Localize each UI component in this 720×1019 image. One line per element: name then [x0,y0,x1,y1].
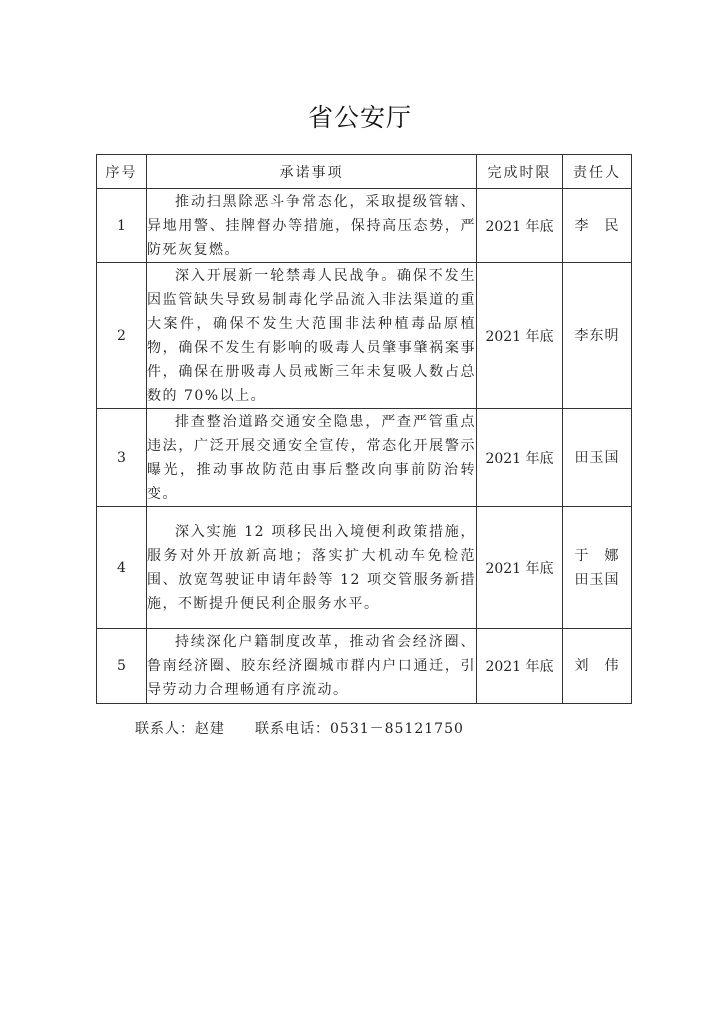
resp-name: 李 民 [574,217,620,234]
commitment-table [96,154,632,704]
row-resp [563,629,632,704]
contact-person: 赵建 [195,721,225,737]
row-item-text: 深入实施 12 项移民出入境便利政策措施，服务对外开放新高地；落实扩大机动车免检范围、放宽驾驶证申请年龄等 12 项交管服务新措施，不断提升便民利企服务水平。 [147,523,476,612]
row-item-text: 深入开展新一轮禁毒人民战争。确保不发生因监管缺失导致易制毒化学品流入非法渠道的重大案件，确保不发生大范围非法种植毒品原植物，确保不发生有影响的吸毒人员肇事肇祸案事件，确保在册吸毒人员戒断三年未复吸人数占总数的 70%以上。 [147,267,476,404]
table-row [97,263,632,409]
resp-name: 田玉国 [574,449,620,466]
row-time: 2021 年底 [477,507,563,629]
header-time: 完成时限 [477,155,563,189]
table-row [97,409,632,507]
contact-phone-label: 联系电话： [255,721,330,737]
header-no: 序号 [97,155,147,189]
row-item-text: 持续深化户籍制度改革，推动省会经济圈、鲁南经济圈、胶东经济圈城市群内户口通迁，引导劳动力合理畅通有序流动。 [147,634,476,698]
row-resp [563,263,632,409]
header-item: 承诺事项 [147,155,477,189]
resp-name: 田玉国 [574,571,620,588]
table-row [97,629,632,704]
contact-phone: 0531－85121750 [330,721,464,737]
row-time: 2021 年底 [477,263,563,409]
row-time: 2021 年底 [477,629,563,704]
row-item [147,263,477,409]
contact-person-label: 联系人： [135,721,195,737]
row-item [147,507,477,629]
row-no: 1 [97,189,147,263]
row-item [147,189,477,263]
row-item [147,629,477,704]
row-resp [563,189,632,263]
page-title: 省公安厅 [307,103,412,132]
table-row [97,189,632,263]
table-row [97,507,632,629]
row-resp [563,409,632,507]
row-no: 2 [97,263,147,409]
row-time: 2021 年底 [477,409,563,507]
row-item [147,409,477,507]
contact-info [135,718,464,738]
row-resp [563,507,632,629]
resp-name: 刘 伟 [574,658,620,674]
row-item-text: 排查整治道路交通安全隐患，严查严管重点违法，广泛开展交通安全宣传，常态化开展警示曝光，推动事故防范由事后整改向事前防治转变。 [147,413,476,502]
row-item-text: 推动扫黑除恶斗争常态化，采取提级管辖、异地用警、挂牌督办等措施，保持高压态势，严防死灰复燃。 [147,193,476,258]
table-header-row [97,155,632,189]
row-no: 4 [97,507,147,629]
resp-name: 于 娜 [574,547,620,564]
header-resp: 责任人 [563,155,632,189]
row-no: 3 [97,409,147,507]
resp-name: 李东明 [574,327,620,344]
row-no: 5 [97,629,147,704]
row-time: 2021 年底 [477,189,563,263]
